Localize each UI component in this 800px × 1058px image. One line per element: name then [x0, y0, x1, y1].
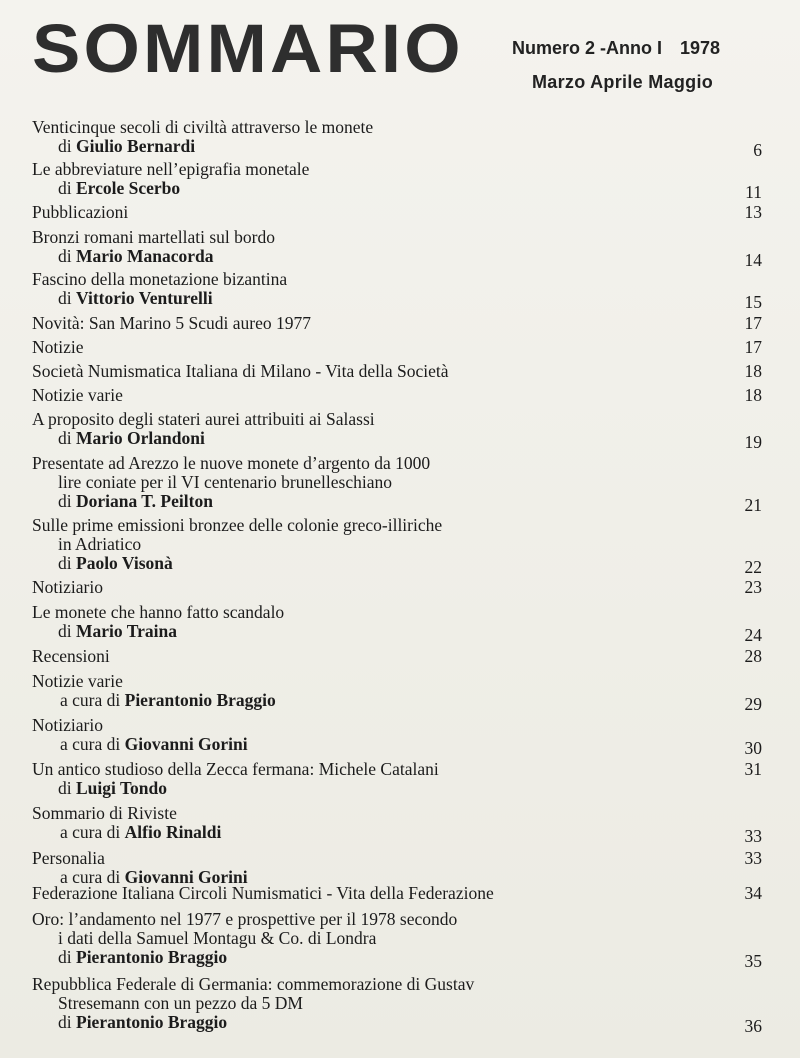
byline-prefix: a cura di	[60, 822, 125, 842]
toc-entry-byline	[32, 289, 762, 308]
toc-entry	[32, 314, 762, 333]
byline-prefix: di	[58, 428, 76, 448]
author-name: Mario Manacorda	[76, 246, 214, 266]
toc-entry-title: i dati della Samuel Montagu & Co. di Londra	[58, 928, 377, 948]
byline-prefix: a cura di	[60, 867, 125, 887]
toc-entry-title: Notizie varie	[32, 671, 123, 691]
toc-entry	[32, 974, 762, 1036]
toc-entry-title: Sulle prime emissioni bronzee delle colonie greco-illiriche	[32, 515, 443, 535]
page-number: 35	[744, 951, 762, 971]
toc-entry-title: Le monete che hanno fatto scandalo	[32, 602, 285, 622]
page-number: 30	[744, 738, 762, 758]
toc-entry-title: Pubblicazioni	[32, 202, 129, 222]
toc-entry-title: Recensioni	[32, 646, 110, 666]
toc-entry	[32, 884, 762, 903]
toc-entry-title: Venticinque secoli di civiltà attraverso le monete	[32, 117, 374, 137]
toc-entry	[32, 647, 762, 666]
toc-entry-title: Personalia	[32, 848, 105, 868]
toc-entry	[32, 909, 762, 971]
author-name: Luigi Tondo	[76, 778, 167, 798]
toc-entry-byline	[32, 691, 762, 710]
toc-entry-title: Bronzi romani martellati sul bordo	[32, 227, 276, 247]
toc-entry	[32, 227, 762, 270]
author-name: Doriana T. Peilton	[76, 491, 213, 511]
toc-entry-title: Repubblica Federale di Germania: commemorazione di Gustav	[32, 974, 475, 994]
toc-entry	[32, 409, 762, 452]
toc-entry-title: Notiziario	[32, 577, 103, 597]
toc-entry	[32, 269, 762, 312]
page-number: 21	[744, 495, 762, 515]
page-number: 19	[744, 432, 762, 452]
toc-entry-byline	[32, 179, 762, 198]
page-number: 33	[744, 826, 762, 846]
author-name: Giovanni Gorini	[124, 867, 248, 887]
toc-entry	[32, 453, 762, 515]
toc-entry	[32, 578, 762, 597]
toc-entry-title: Le abbreviature nell’epigrafia monetale	[32, 159, 310, 179]
page-number: 18	[744, 361, 762, 381]
page-number: 31	[744, 759, 762, 779]
byline-prefix: a cura di	[60, 734, 125, 754]
page-number: 17	[744, 313, 762, 333]
toc-entry-byline	[32, 137, 762, 156]
toc-entry-title: Sommario di Riviste	[32, 803, 177, 823]
toc-entry-byline	[32, 779, 762, 798]
author-name: Giovanni Gorini	[124, 734, 248, 754]
toc-entry	[32, 386, 762, 405]
author-name: Ercole Scerbo	[76, 178, 181, 198]
toc-entry-title: A proposito degli stateri aurei attribuiti ai Salassi	[32, 409, 375, 429]
toc-entry-byline	[32, 948, 762, 967]
author-name: Pierantonio Braggio	[76, 1012, 228, 1032]
toc-entry-byline	[32, 735, 762, 754]
toc-entry-title: Società Numismatica Italiana di Milano - Vita della Società	[32, 361, 449, 381]
toc-entry	[32, 338, 762, 357]
page-number: 13	[744, 202, 762, 222]
toc-entry-byline	[32, 247, 762, 266]
author-name: Paolo Visonà	[76, 553, 173, 573]
toc-entry	[32, 203, 762, 222]
byline-prefix: a cura di	[60, 690, 125, 710]
page-number: 33	[744, 848, 762, 868]
issue-year: 1978	[680, 38, 721, 58]
toc-entry-title: Stresemann con un pezzo da 5 DM	[58, 993, 303, 1013]
toc-entry-title: Notiziario	[32, 715, 103, 735]
toc-entry-byline	[32, 429, 762, 448]
byline-prefix: di	[58, 491, 76, 511]
author-name: Giulio Bernardi	[76, 136, 196, 156]
toc-entry	[32, 159, 762, 202]
page-number: 22	[744, 557, 762, 577]
page-number: 18	[744, 385, 762, 405]
toc-entry-title: Federazione Italiana Circoli Numismatici - Vita della Federazione	[32, 883, 494, 903]
page-number: 36	[744, 1016, 762, 1036]
author-name: Pierantonio Braggio	[76, 947, 228, 967]
toc-entry	[32, 117, 762, 160]
toc-entry-byline	[32, 554, 762, 573]
page-number: 6	[753, 140, 762, 160]
page-number: 17	[744, 337, 762, 357]
page-number: 11	[745, 182, 762, 202]
toc-entry-byline	[32, 823, 762, 842]
author-name: Pierantonio Braggio	[124, 690, 276, 710]
toc-entry	[32, 760, 762, 798]
author-name: Alfio Rinaldi	[124, 822, 222, 842]
toc-entry-title: Notizie varie	[32, 385, 123, 405]
author-name: Mario Traina	[76, 621, 177, 641]
byline-prefix: di	[58, 178, 76, 198]
toc-entry-byline	[32, 492, 762, 511]
byline-prefix: di	[58, 947, 76, 967]
page-number: 28	[744, 646, 762, 666]
author-name: Vittorio Venturelli	[76, 288, 213, 308]
toc-entry	[32, 602, 762, 645]
page-number: 29	[744, 694, 762, 714]
page-number: 24	[744, 625, 762, 645]
toc-entry-title: lire coniate per il VI centenario brunelleschiano	[58, 472, 392, 492]
byline-prefix: di	[58, 1012, 76, 1032]
byline-prefix: di	[58, 621, 76, 641]
toc-entry-title: Oro: l’andamento nel 1977 e prospettive per il 1978 secondo	[32, 909, 458, 929]
toc-entry	[32, 515, 762, 577]
toc-entry-byline	[32, 1013, 762, 1032]
byline-prefix: di	[58, 553, 76, 573]
toc-entry-title: Fascino della monetazione bizantina	[32, 269, 288, 289]
toc-entry-title: Un antico studioso della Zecca fermana: Michele Catalani	[32, 759, 439, 779]
issue-number: Numero 2 -Anno I	[512, 38, 663, 58]
byline-prefix: di	[58, 136, 76, 156]
byline-prefix: di	[58, 246, 76, 266]
toc-entry-title: Presentate ad Arezzo le nuove monete d’argento da 1000	[32, 453, 431, 473]
page-title: SOMMARIO	[32, 10, 464, 87]
author-name: Mario Orlandoni	[76, 428, 205, 448]
byline-prefix: di	[58, 778, 76, 798]
toc-entry-title: in Adriatico	[58, 534, 142, 554]
issue-months: Marzo Aprile Maggio	[532, 72, 714, 92]
byline-prefix: di	[58, 288, 76, 308]
page-number: 34	[744, 883, 762, 903]
page-number: 14	[744, 250, 762, 270]
toc-entry-byline	[32, 622, 762, 641]
toc-entry	[32, 849, 762, 887]
toc-entry	[32, 362, 762, 381]
toc-entry	[32, 715, 762, 758]
toc-entry	[32, 803, 762, 846]
toc-entry-title: Novità: San Marino 5 Scudi aureo 1977	[32, 313, 311, 333]
page-number: 15	[744, 292, 762, 312]
page-number: 23	[744, 577, 762, 597]
toc-entry-title: Notizie	[32, 337, 84, 357]
toc-entry	[32, 671, 762, 714]
